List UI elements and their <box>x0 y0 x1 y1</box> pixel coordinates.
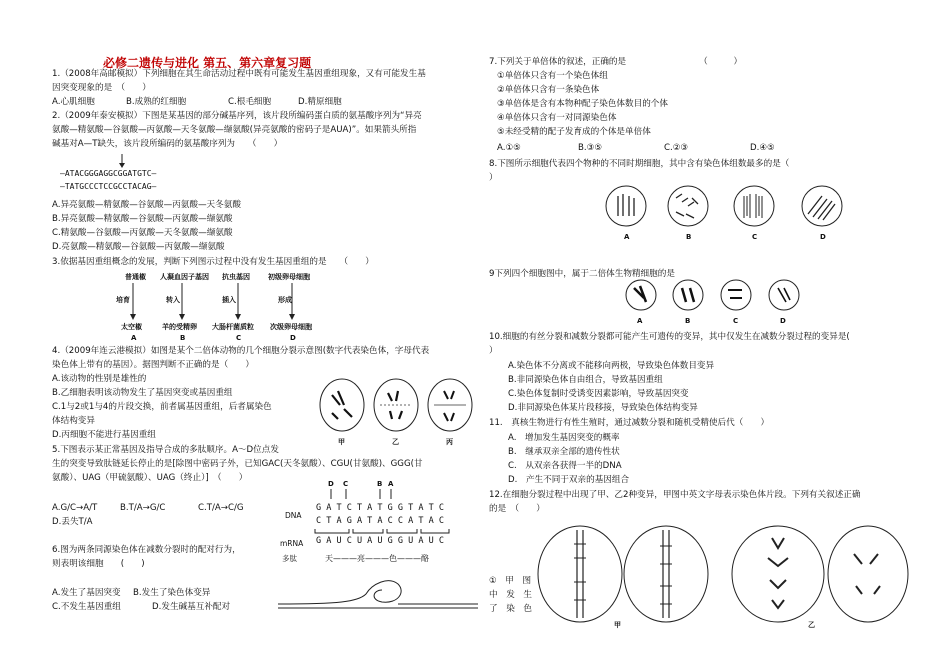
q9-cell-diagram <box>624 278 804 314</box>
dna-strand-1: G A T C T A T G G T A T C <box>316 503 444 513</box>
q9-stem: 9下列四个细胞图中，属于二倍体生物精细胞的是 <box>489 269 675 279</box>
q4-option-c: C.1与2或1与4的片段交换，前者属基因重组，后者属染色 <box>52 402 272 412</box>
q11-option-d: D. 产生不同于双亲的基因组合 <box>508 475 630 485</box>
site-b-label: B <box>377 480 383 488</box>
q8-letter: B <box>686 233 692 241</box>
q10-stem: 10.细胞的有丝分裂和减数分裂都可能产生可遗传的变异，其中仅发生在减数分裂过程的变异是( <box>489 332 850 342</box>
q2-option-c: C.精氨酸—谷氨酸—丙氨酸—天冬氨酸—缬氨酸 <box>52 228 233 238</box>
q9-letter: D <box>780 317 786 325</box>
q4-option-a: A.该动物的性别是雄性的 <box>52 374 147 384</box>
q7-option-a: A.①⑤ <box>497 143 521 153</box>
q2-stem: 碱基对A—T缺失，该片段所编码的氨基酸序列为 （ ） <box>52 139 283 149</box>
q5-option-b: B.T/A→G/C <box>120 503 166 513</box>
q3-letter: D <box>290 334 296 342</box>
q6-option-a: A.发生了基因突变 <box>52 588 121 598</box>
q12-option: ① 甲 图 <box>489 576 532 586</box>
q7-item: ②单倍体只含有一条染色体 <box>497 85 600 95</box>
q7-item: ③单倍体是含有本物种配子染色体数目的个体 <box>497 99 668 109</box>
q5-stem: 氨酸）、UAG（甲硫氨酸）、UAG（终止）] （ ） <box>52 473 248 483</box>
dna-sequence-bottom: —TATGCCCTCCGCCTACAG— <box>60 182 157 191</box>
q9-letter: A <box>637 317 643 325</box>
q3-mid-label: 转入 <box>166 296 180 304</box>
q7-item: ⑤未经受精的配子发育成的个体是单倍体 <box>497 127 651 137</box>
q3-top-label: 普通椒 <box>125 273 146 281</box>
q3-top-label: 人凝血因子基因 <box>160 273 209 281</box>
q2-option-b: B.异亮氨酸—精氨酸—谷氨酸—丙氨酸—缬氨酸 <box>52 214 233 224</box>
arrow-down-icon <box>118 154 126 168</box>
q12-option: 了 染 色 <box>489 604 532 614</box>
q11-option-b: B. 继承双亲全部的遗传性状 <box>508 447 620 457</box>
q4-option-d: D.丙细胞不能进行基因重组 <box>52 430 156 440</box>
q3-letter: B <box>180 334 186 342</box>
q10-option-a: A.染色体不分离或不能移向两极，导致染色体数目变异 <box>508 361 715 371</box>
q12-stem: 的是 （ ） <box>489 504 545 514</box>
q7-option-b: B.③⑤ <box>578 143 603 153</box>
q4-cell-diagram <box>318 375 473 435</box>
q3-letter: C <box>236 334 242 342</box>
q8-letter: A <box>624 233 630 241</box>
q4-cell-label: 丙 <box>446 438 453 446</box>
q7-item: ④单倍体只含有一对同源染色体 <box>497 113 617 123</box>
q1-option-d: D.精原细胞 <box>298 97 342 107</box>
q4-option-b: B.乙细胞表明该动物发生了基因突变或基因重组 <box>52 388 233 398</box>
q3-letter: A <box>131 334 137 342</box>
site-a-label: A <box>388 480 394 488</box>
q5-option-c: C.T/A→C/G <box>198 503 244 513</box>
q9-letter: C <box>733 317 739 325</box>
q1-option-a: A.心肌细胞 <box>52 97 95 107</box>
q4-cell-label: 乙 <box>392 438 399 446</box>
q2-option-d: D.亮氨酸—精氨酸—谷氨酸—丙氨酸—缬氨酸 <box>52 242 225 252</box>
q3-mid-label: 插入 <box>222 296 236 304</box>
q10-option-d: D.非同源染色体某片段移接，导致染色体结构变异 <box>508 403 698 413</box>
q5-option-a: A.G/C→A/T <box>52 503 98 513</box>
q12-label-yi: 乙 <box>808 621 815 629</box>
q12-stem: 12.在细胞分裂过程中出现了甲、乙2种变异，甲图中英文字母表示染色体片段。下列有关叙述正确 <box>489 490 861 500</box>
q3-bottom-label: 太空椒 <box>121 323 142 331</box>
q3-mid-label: 培育 <box>116 296 130 304</box>
q11-stem: 11. 真核生物进行有性生殖时，通过减数分裂和随机受精使后代（ ） <box>489 418 770 428</box>
q3-mid-label: 形成 <box>278 296 292 304</box>
q8-cell-diagram <box>604 184 854 230</box>
q1-stem: 1.（2008年高邮模拟）下列细胞在其生命活动过程中既有可能发生基因重组现象，又有可能发生基 <box>52 69 426 79</box>
site-c-label: C <box>343 480 349 488</box>
q12-label-jia: 甲 <box>614 621 621 629</box>
dna-sequence-top: —ATACGGGAGGCGGATGTC— <box>60 169 157 178</box>
q12-diagram <box>538 524 898 624</box>
q6-stem: 则表明该细胞 ( ) <box>52 559 145 569</box>
q7-option-d: D.④⑤ <box>750 143 775 153</box>
q5-site-arrows <box>325 489 405 501</box>
q12-option: 中 发 生 <box>489 590 532 600</box>
q8-stem: ） <box>489 173 498 183</box>
q5-stem: 5.下图表示某正常基因及指导合成的多肽顺序。A～D位点发 <box>52 445 279 455</box>
q3-bottom-label: 次级卵母细胞 <box>270 323 312 331</box>
q7-stem: 7.下列关于单倍体的叙述，正确的是 （ ） <box>489 57 743 67</box>
q3-bottom-label: 大肠杆菌质粒 <box>212 323 254 331</box>
q1-option-c: C.根毛细胞 <box>228 97 272 107</box>
q4-cell-label: 甲 <box>338 438 345 446</box>
page-title: 必修二遗传与进化 第五、第六章复习题 <box>103 56 312 70</box>
q2-option-a: A.异亮氨酸—精氨酸—谷氨酸—丙氨酸—天冬氨酸 <box>52 200 241 210</box>
q4-stem: 4.（2009年连云港模拟）如图是某个二倍体动物的几个细胞分裂示意图(数字代表染色体，字母代表 <box>52 346 430 356</box>
q6-stem: 6.图为两条同源染色体在减数分裂时的配对行为， <box>52 545 241 555</box>
q11-option-a: A. 增加发生基因突变的概率 <box>508 433 620 443</box>
q10-option-b: B.非同源染色体自由组合，导致基因重组 <box>508 375 663 385</box>
site-d-label: D <box>328 480 334 488</box>
q1-stem: 因突变现象的是 （ ） <box>52 83 151 93</box>
q3-bottom-label: 羊的受精卵 <box>162 323 197 331</box>
dna-label: DNA <box>285 511 302 520</box>
q5-option-d: D.丢失T/A <box>52 517 93 527</box>
q7-option-c: C.②③ <box>664 143 689 153</box>
peptide-label: 多肽 <box>282 554 297 563</box>
q8-letter: C <box>752 233 758 241</box>
q8-stem: 8.下图所示细胞代表四个物种的不同时期细胞，其中含有染色体组数最多的是（ <box>489 159 790 169</box>
q11-option-c: C. 从双亲各获得一半的DNA <box>508 461 622 471</box>
q3-top-label: 初级卵母细胞 <box>268 273 310 281</box>
mrna-strand: G A U C U A U G G U A U C <box>316 536 444 546</box>
mrna-label: mRNA <box>280 539 304 548</box>
q6-option-c: C.不发生基因重组 <box>52 602 121 612</box>
q6-option-b: B.发生了染色体变异 <box>133 588 211 598</box>
dna-strand-2: C T A G A T A C C A T A C <box>316 516 444 526</box>
q7-item: ①单倍体只含有一个染色体组 <box>497 71 608 81</box>
q2-stem: 氨酸—精氨酸—谷氨酸—丙氨酸—天冬氨酸—缬氨酸(异亮氨酸的密码子是AUA)”。如果箭头所指 <box>52 125 417 135</box>
q4-option-c: 体结构变异 <box>52 416 95 426</box>
peptide-sequence: 天———亮———色———酪 <box>325 554 429 563</box>
q3-stem: 3.依据基因重组概念的发展，判断下列图示过程中没有发生基因重组的是 （ ） <box>52 257 374 267</box>
q8-letter: D <box>820 233 826 241</box>
q9-letter: B <box>685 317 691 325</box>
q5-stem: 生的突变导致肽链延长停止的是[除图中密码子外，已知GAC(天冬氨酸）、CGU(甘氨酸)、GGG(甘 <box>52 459 423 469</box>
q10-option-c: C.染色体复制时受诱变因素影响，导致基因突变 <box>508 389 689 399</box>
q10-stem: ） <box>489 346 498 356</box>
q2-stem: 2.（2009年泰安模拟）下图是某基因的部分碱基序列，该片段所编码蛋白质的氨基酸序列为“异亮 <box>52 111 422 121</box>
q6-loop-diagram <box>278 570 478 610</box>
q4-stem: 染色体上带有的基因）。据图判断不正确的是（ ） <box>52 360 254 370</box>
q6-option-d: D.发生碱基互补配对 <box>152 602 231 612</box>
q1-option-b: B.成熟的红细胞 <box>126 97 187 107</box>
q3-top-label: 抗虫基因 <box>222 273 250 281</box>
